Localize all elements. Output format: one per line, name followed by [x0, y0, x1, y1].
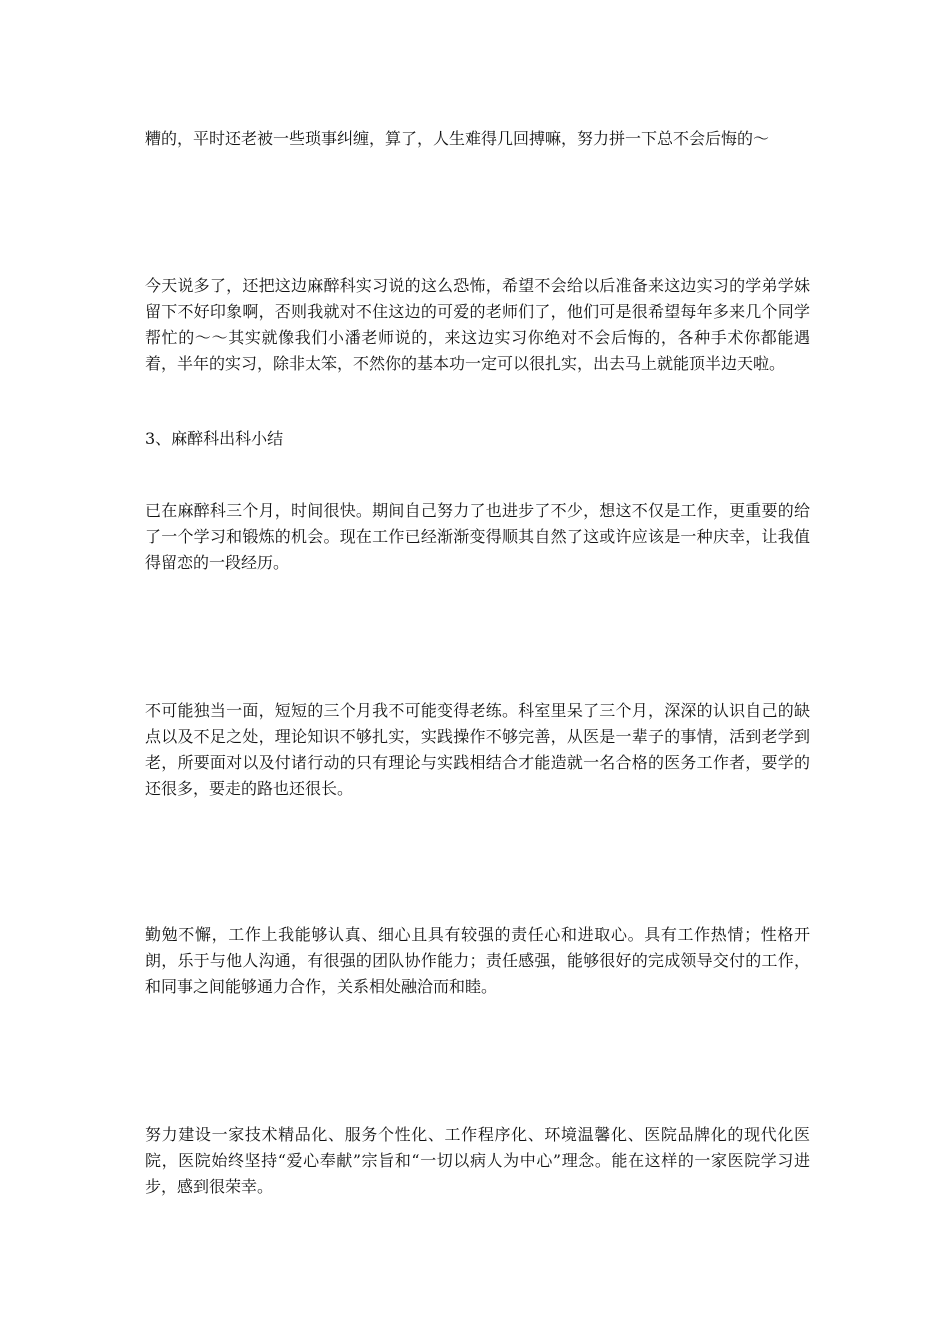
paragraph-shortcomings: 不可能独当一面，短短的三个月我不可能变得老练。科室里呆了三个月，深深的认识自己的缺点以及不足之处，理论知识不够扎实，实践操作不够完善，从医是一辈子的事情，活到老学到老，所要面对以及付诸行动的只有理论与实践相结合才能造就一名合格的医务工作者，要学的还很多，要走的路也还很长。	[145, 701, 810, 798]
paragraph-continuation: 糟的，平时还老被一些琐事纠缠，算了，人生难得几回搏嘛，努力拼一下总不会后悔的～	[145, 129, 770, 148]
paragraph-three-months: 已在麻醉科三个月，时间很快。期间自己努力了也进步了不少，想这不仅是工作，更重要的给了一个学习和锻炼的机会。现在工作已经渐渐变得顺其自然了这或许应该是一种庆幸，让我值得留恋的一段经历。	[145, 501, 810, 572]
paragraph-work-attitude: 勤勉不懈，工作上我能够认真、细心且具有较强的责任心和进取心。具有工作热情；性格开朗，乐于与他人沟通，有很强的团队协作能力；责任感强，能够很好的完成领导交付的工作，和同事之间能够通力合作，关系相处融洽而和睦。	[145, 925, 810, 996]
section-heading: 3、麻醉科出科小结	[145, 429, 284, 448]
paragraph-internship-remarks: 今天说多了，还把这边麻醉科实习说的这么恐怖，希望不会给以后准备来这边实习的学弟学妹留下不好印象啊，否则我就对不住这边的可爱的老师们了，他们可是很希望每年多来几个同学帮忙的～～其实就像我们小潘老师说的，来这边实习你绝对不会后悔的，各种手术你都能遇着，半年的实习，除非太笨，不然你的基本功一定可以很扎实，出去马上就能顶半边天啦。	[145, 276, 810, 373]
paragraph-hospital: 努力建设一家技术精品化、服务个性化、工作程序化、环境温馨化、医院品牌化的现代化医院，医院始终坚持“爱心奉献”宗旨和“一切以病人为中心”理念。能在这样的一家医院学习进步，感到很荣幸。	[145, 1125, 810, 1196]
